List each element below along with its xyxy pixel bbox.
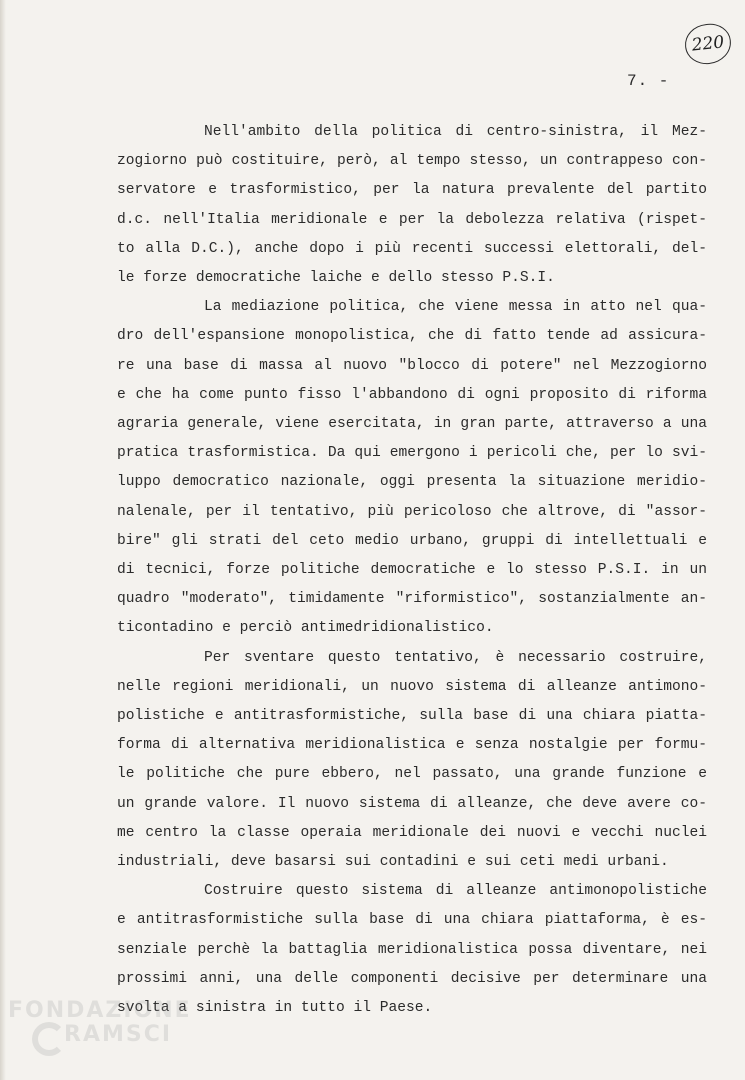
paragraph-2 [117,293,707,643]
text-line: quadro "moderato", timidamente "riformistico", sostanzialmente an- [117,591,707,608]
paragraph-1 [117,118,707,293]
text-line: forma di alternativa meridionalistica e senza nostalgie per formu- [117,737,707,754]
text-line: agraria generale, viene esercitata, in gran parte, attraverso a una [117,416,707,433]
text-line: pratica trasformistica. Da qui emergono i pericoli che, per lo svi- [117,445,707,462]
text-line: Costruire questo sistema di alleanze antimonopolistiche [204,883,707,900]
watermark-line-2: RAMSCI [64,1022,173,1047]
text-line: Nell'ambito della politica di centro-sinistra, il Mez- [204,124,707,140]
text-line: ticontadino e perciò antimedridionalistico. [117,620,494,637]
text-line: Per sventare questo tentativo, è necessario costruire, [204,649,707,666]
text-line: re una base di massa al nuovo "blocco di potere" nel Mezzogiorno [117,357,707,374]
text-line: bire" gli strati del ceto medio urbano, gruppi di intellettuali e [117,532,707,549]
text-line: e antitrasformistiche sulla base di una chiara piattaforma, è es- [117,912,707,929]
text-line: senziale perchè la battaglia meridionalistica possa diventare, nei [117,941,707,958]
text-line: zogiorno può costituire, però, al tempo stesso, un contrappeso con- [117,153,707,170]
text-line: prossimi anni, una delle componenti decisive per determinare una [117,970,707,987]
paragraph-3 [117,644,707,878]
text-line: luppo democratico nazionale, oggi presenta la situazione meridio- [117,474,707,491]
fondazione-gramsci-watermark [4,996,194,1080]
watermark-line-1: FONDAZIONE [8,998,192,1023]
text-line: un grande valore. Il nuovo sistema di alleanze, che deve avere co- [117,795,707,812]
gramsci-logo-icon [32,1022,66,1056]
text-line: servatore e trasformistico, per la natura prevalente del partito [117,182,707,199]
text-line: dro dell'espansione monopolistica, che di fatto tende ad assicura- [117,328,707,345]
text-line: industriali, deve basarsi sui contadini e sui ceti medi urbani. [117,854,669,871]
text-line: La mediazione politica, che viene messa in atto nel qua- [204,299,707,316]
text-line: le politiche che pure ebbero, nel passato, una grande funzione e [117,766,707,783]
archive-number-stamp [683,22,733,67]
text-line: e che ha come punto fisso l'abbandono di ogni proposito di riforma [117,386,707,403]
text-line: d.c. nell'Italia meridionale e per la debolezza relativa (rispet- [117,211,707,228]
text-line: le forze democratiche laiche e dello stesso P.S.I. [117,270,555,287]
text-line: me centro la classe operaia meridionale dei nuovi e vecchi nuclei [117,824,707,841]
archive-number: 220 [690,32,726,56]
text-line: polistiche e antitrasformistiche, sulla base di una chiara piatta- [117,708,707,725]
text-line: nelle regioni meridionali, un nuovo sistema di alleanze antimono- [117,678,707,695]
typescript-body [117,118,707,1023]
text-line: nalenale, per il tentativo, più pericoloso che altrove, di "assor- [117,503,707,520]
page-number: 7. - [627,72,670,90]
text-line: di tecnici, forze politiche democratiche e lo stesso P.S.I. in un [117,562,707,579]
text-line: to alla D.C.), anche dopo i più recenti successi elettorali, del- [117,240,707,257]
text-line: svolta a sinistra in tutto il Paese. [117,1000,433,1017]
paragraph-4 [117,877,707,1023]
